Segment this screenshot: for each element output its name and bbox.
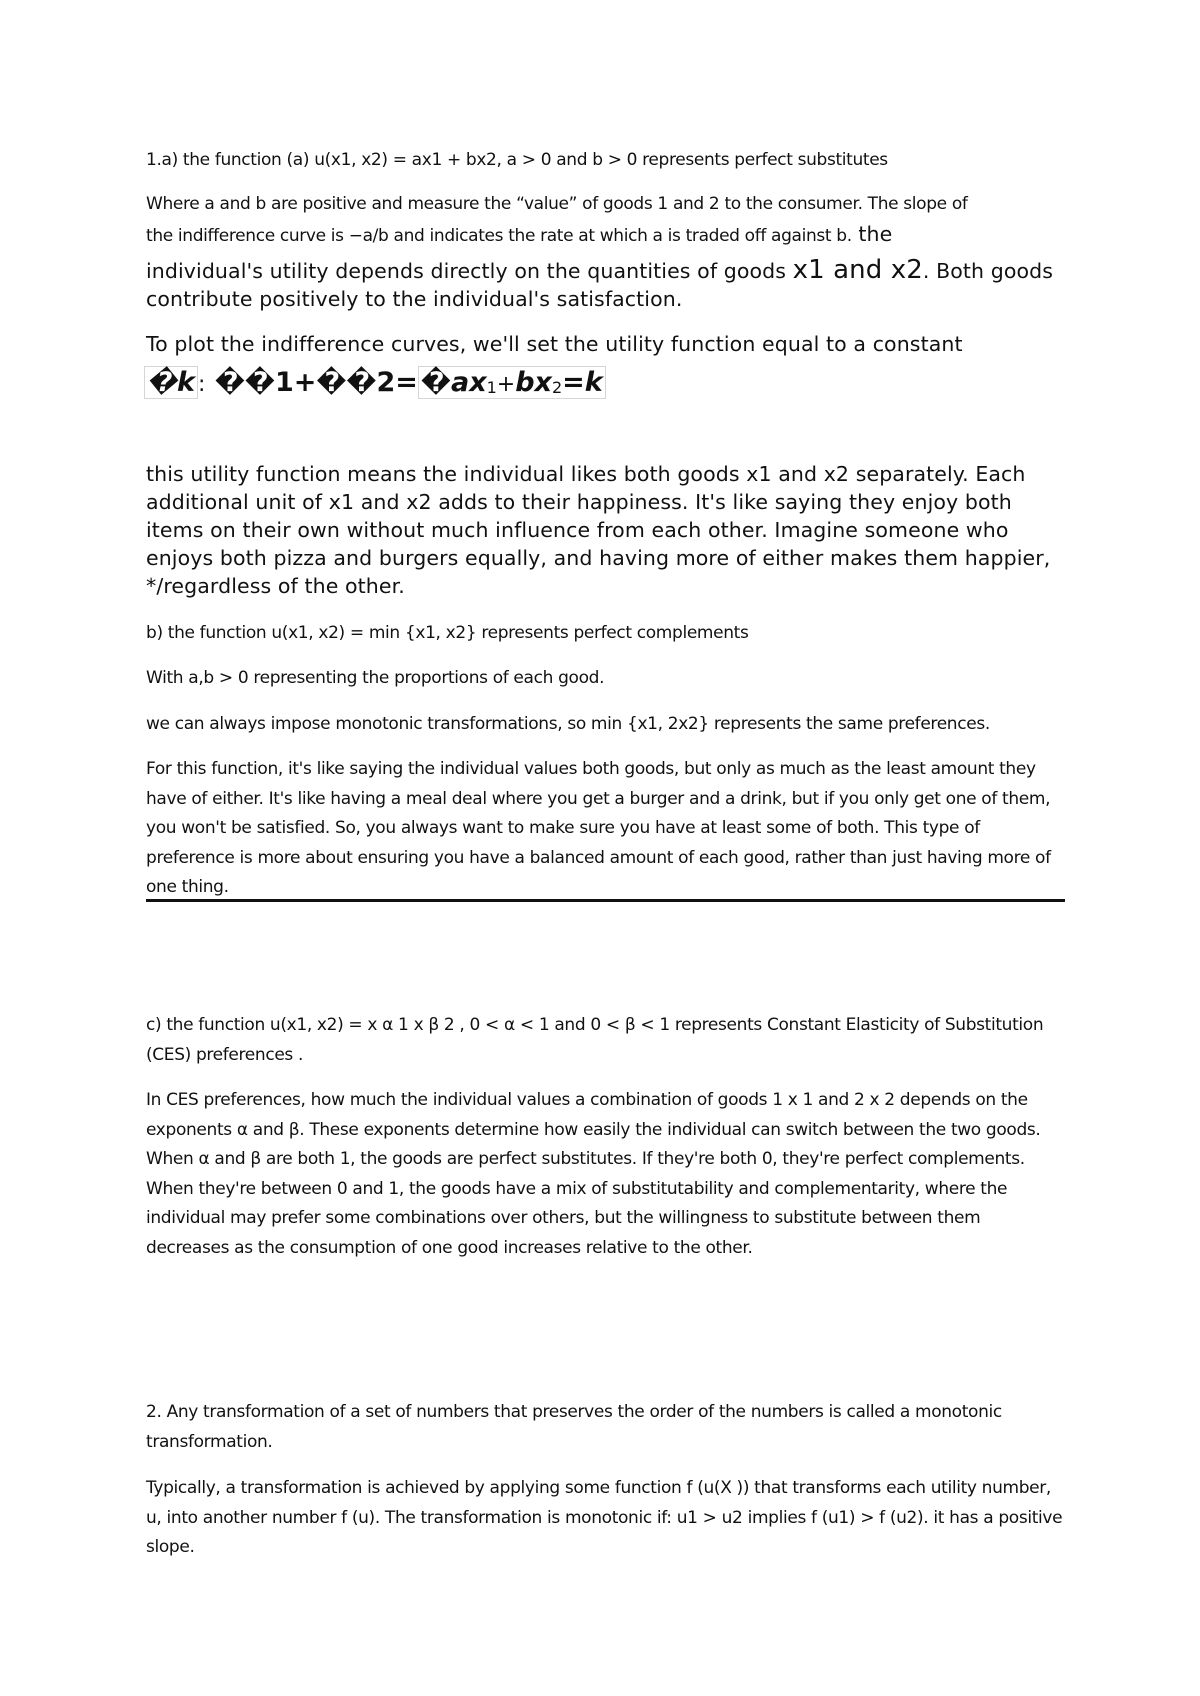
- q1b-heading: b) the function u(x1, x2) = min {x1, x2} represents perfect complements: [146, 623, 749, 643]
- q1b-explain: For this function, it's like saying the individual values both goods, but only as much as the least amount they have of either. It's like having a meal deal where you get a burger and a drink, but if you only get one of them, you won't be satisfied. So, you always want to make sure you have at least some of both. This type of preference is more about ensuring you have a balanced amount of each good, rather than just having more of one thing.: [146, 759, 1051, 897]
- q2-heading: 2. Any transformation of a set of numbers that preserves the order of the numbers is called a monotonic transformation.: [146, 1402, 1002, 1452]
- indifference-equation: [144, 366, 606, 405]
- q1b-proportions: With a,b > 0 representing the proportions of each good.: [146, 668, 605, 688]
- eq-sym: �: [420, 367, 451, 398]
- q1a-plot-intro: To plot the indifference curves, we'll set the utility function equal to a constant: [146, 332, 963, 356]
- eq-sub1: 1: [486, 378, 497, 397]
- q1a-para1: [146, 190, 1066, 251]
- q1c-explain: In CES preferences, how much the individual values a combination of goods 1 x 1 and 2 x 2 depends on the exponents α and β. These exponents determine how easily the individual can switch between the two goods. When α and β are both 1, the goods are perfect substitutes. If they're both 0, they're perfect complements. When they're between 0 and 1, the goods have a mix of substitutability and complementarity, where the individual may prefer some combinations over others, but the willingness to substitute between them decreases as the consumption of one good increases relative to the other.: [146, 1090, 1041, 1258]
- eq-ax: ax: [450, 367, 487, 398]
- q1a-para1-line2: the indifference curve is −a/b and indicates the rate at which a is traded off against b.: [146, 225, 852, 246]
- q1a-explain: this utility function means the individual likes both goods x1 and x2 separately. Each additional unit of x1 and x2 adds to their happiness. It's like saying they enjoy both items on their own without much influence from each other. Imagine someone who enjoys both pizza and burgers equally, and having more of either makes them happier, */regardless of the other.: [146, 462, 1051, 598]
- q1a-para1-line2-tail: the: [851, 221, 893, 246]
- eq-k1: �k: [147, 367, 196, 398]
- q1a-para2-goods: x1 and x2: [792, 255, 923, 285]
- q1b-monotonic: we can always impose monotonic transformations, so min {x1, 2x2} represents the same preferences.: [146, 714, 990, 734]
- eq-sub2: 2: [551, 378, 563, 397]
- q1a-para1-line1: Where a and b are positive and measure the “value” of goods 1 and 2 to the consumer. The slope of: [146, 194, 968, 214]
- eq-colon: :: [198, 372, 206, 397]
- eq-plus: +: [496, 372, 516, 397]
- q1a-para2: [146, 256, 1076, 313]
- q1a-para2-start: individual's utility depends directly on the quantities of goods: [146, 259, 793, 283]
- eq-bx: bx: [515, 367, 552, 398]
- q1c-heading: c) the function u(x1, x2) = x α 1 x β 2 , 0 < α < 1 and 0 < β < 1 represents Constant Elasticity of Substitution (CES) preferences .: [146, 1015, 1044, 1065]
- q1a-para2-end: . Both goods contribute positively to the individual's satisfaction.: [146, 259, 1054, 311]
- horizontal-rule: [146, 899, 1065, 902]
- eq-left: ��1+��2=: [205, 367, 418, 398]
- eq-eqk: =k: [562, 367, 603, 398]
- q1a-heading: 1.a) the function (a) u(x1, x2) = ax1 + bx2, a > 0 and b > 0 represents perfect substitutes: [146, 150, 888, 170]
- q2-explain: Typically, a transformation is achieved by applying some function f (u(X )) that transforms each utility number, u, into another number f (u). The transformation is monotonic if: u1 > u2 implies f (u1) > f (u2). it has a positive slope.: [146, 1478, 1063, 1557]
